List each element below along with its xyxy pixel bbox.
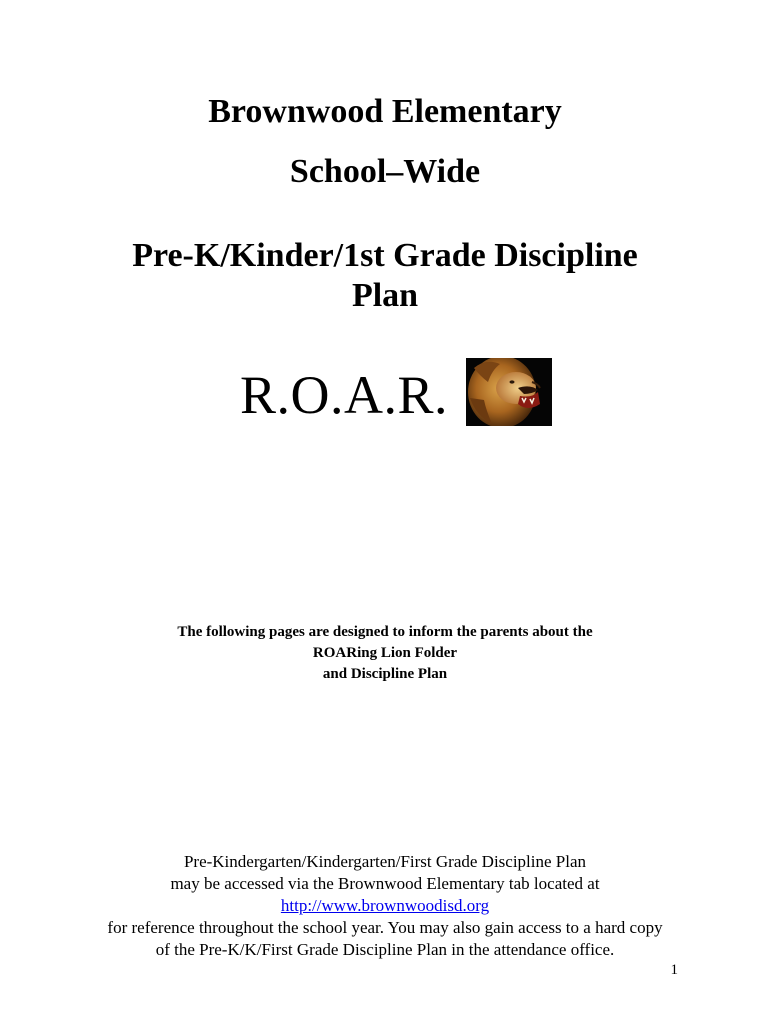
title-scope: School–Wide [289,153,481,190]
footer-line-2: may be accessed via the Brownwood Elementary tab located at [170,874,600,893]
title-plan-line2: Plan [351,277,419,314]
intro-line-3: and Discipline Plan [322,666,448,682]
intro-line-1: The following pages are designed to inform the parents about the [177,624,593,640]
website-link[interactable]: http://www.brownwoodisd.org [280,896,490,915]
title-plan-line1: Pre-K/Kinder/1st Grade Discipline [132,237,638,274]
roar-acronym: R.O.A.R. [240,365,449,425]
footer-line-1: Pre-Kindergarten/Kindergarten/First Grade Discipline Plan [183,852,587,871]
footer-link-row [0,895,770,917]
lion-icon [466,358,552,426]
intro-line-2: ROARing Lion Folder [312,645,458,661]
roar-heading [0,355,770,435]
title-school: Brownwood Elementary [208,93,562,130]
footer-line-3: for reference throughout the school year. You may also gain access to a hard copy [107,918,663,937]
page-number: 1 [670,962,678,978]
footer-line-4: of the Pre-K/K/First Grade Discipline Plan in the attendance office. [155,940,615,959]
lion-image [466,358,552,426]
